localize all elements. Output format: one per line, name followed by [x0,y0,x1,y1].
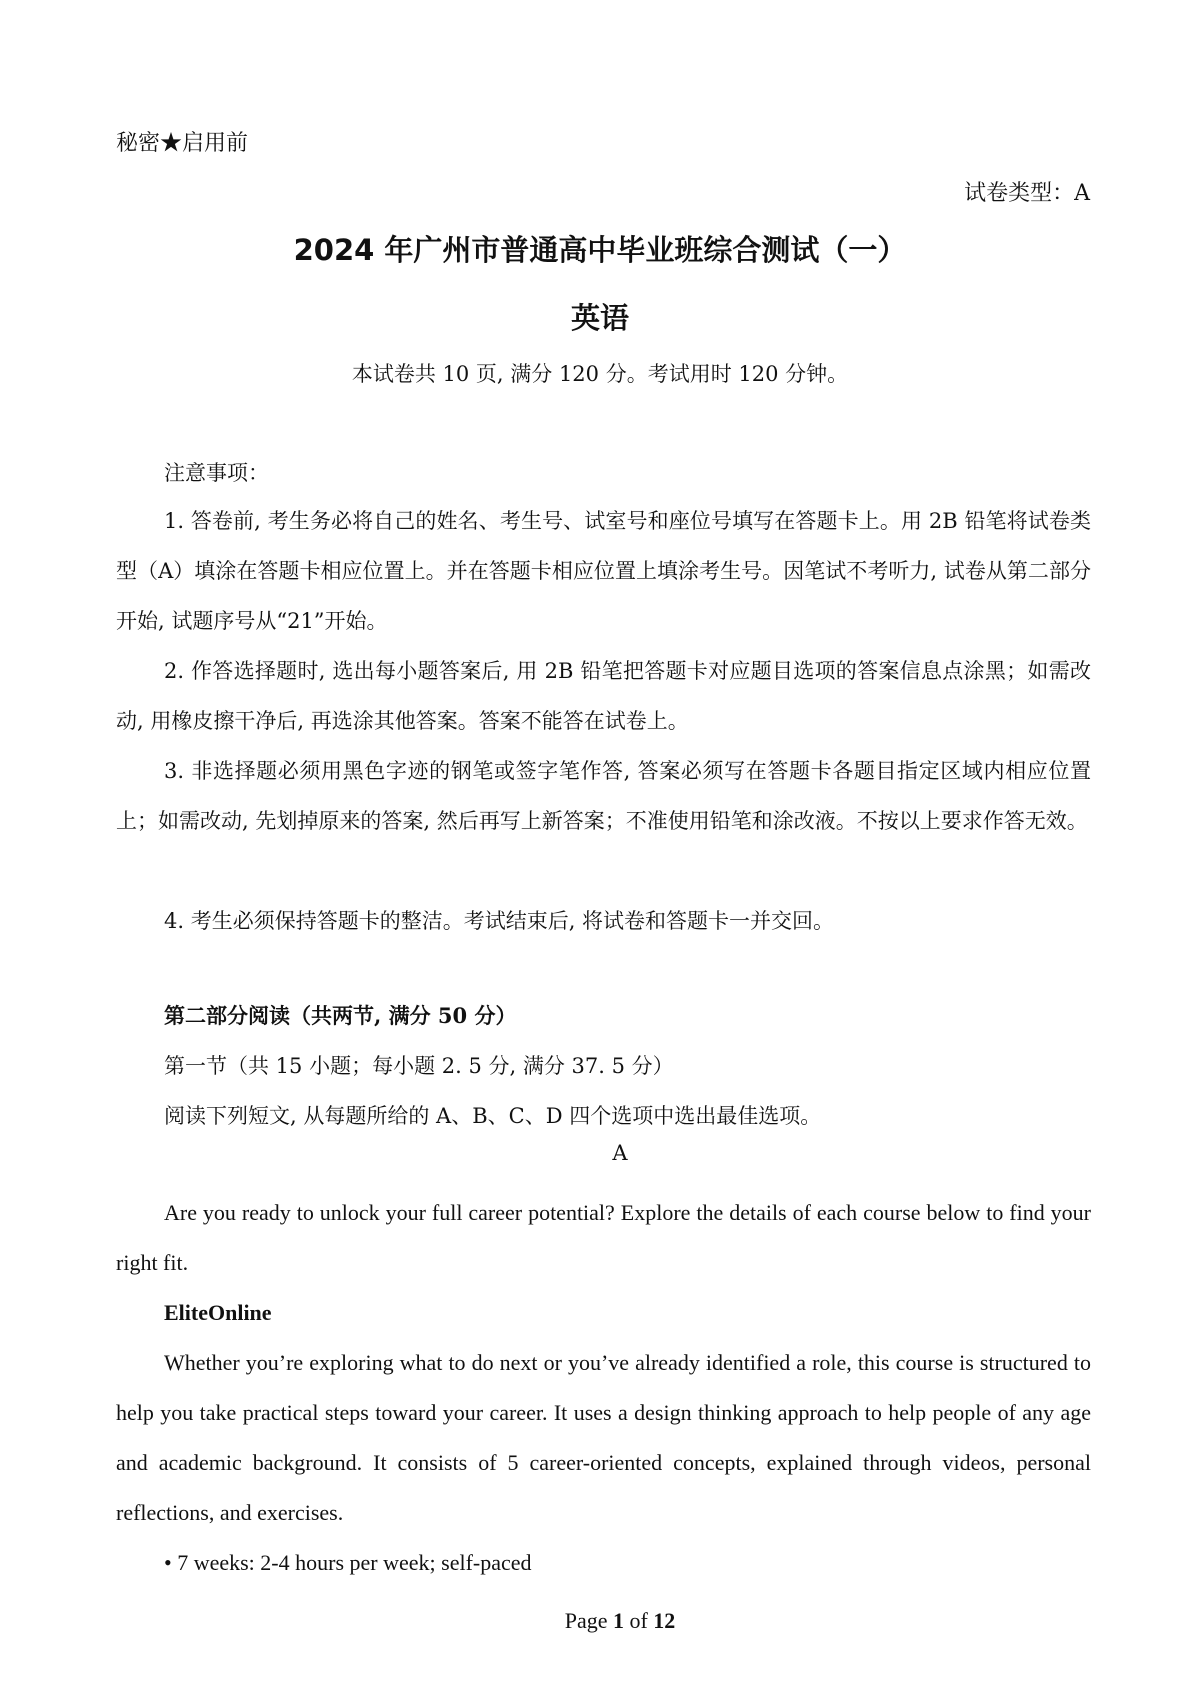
subject-title: 英语 [570,301,629,335]
reading-instruction: 阅读下列短文, 从每题所给的 A、B、C、D 四个选项中选出最佳选项。 [164,1104,822,1128]
passage-letter: A [612,1141,628,1165]
page-total: 12 [653,1608,676,1633]
page-footer [0,1608,1200,1634]
notice-heading: 注意事项： [164,461,269,485]
course-description: Whether you’re exploring what to do next or you’ve already identified a role, this course is structured to help you take practical steps toward your career. It uses a design thinking approach to help people of any age and academic background. It consists of 5 career-oriented concepts, explained through videos, personal reflections, and exercises. [116,1350,1091,1525]
section-heading: 第一节（共 15 小题；每小题 2. 5 分, 满分 37. 5 分） [164,1054,674,1078]
paper-type-label: 试卷类型：A [964,181,1090,206]
notice-item-3: 3. 非选择题必须用黑色字迹的钢笔或签字笔作答, 答案必须写在答题卡各题目指定区域内相应位置上；如需改动, 先划掉原来的答案, 然后再写上新答案；不准使用铅笔和涂改液。不按以上要求作答无效。 [116,759,1091,833]
passage-intro: Are you ready to unlock your full career potential? Explore the details of each course below to find your right fit. [116,1200,1091,1275]
notice-item-4: 4. 考生必须保持答题卡的整洁。考试结束后, 将试卷和答题卡一并交回。 [164,909,835,933]
notice-item-1: 1. 答卷前, 考生务必将自己的姓名、考生号、试室号和座位号填写在答题卡上。用 2B 铅笔将试卷类型（A）填涂在答题卡相应位置上。并在答题卡相应位置上填涂考生号。因笔试不考听力, 试卷从第二部分开始, 试题序号从“21”开始。 [116,509,1091,633]
page-current: 1 [612,1608,624,1633]
course-bullet: • 7 weeks: 2-4 hours per week; self-paced [164,1550,532,1575]
course-name: EliteOnline [164,1300,272,1325]
notice-item-2: 2. 作答选择题时, 选出每小题答案后, 用 2B 铅笔把答题卡对应题目选项的答案信息点涂黑；如需改动, 用橡皮擦干净后, 再选涂其他答案。答案不能答在试卷上。 [116,659,1091,733]
exam-title: 2024 年广州市普通高中毕业班综合测试（一） [293,233,907,267]
page-prefix: Page [564,1608,613,1633]
secret-label: 秘密★启用前 [116,131,249,156]
page-of: of [623,1608,654,1633]
exam-info: 本试卷共 10 页, 满分 120 分。考试用时 120 分钟。 [351,362,849,386]
part-heading: 第二部分阅读（共两节, 满分 50 分） [164,1003,517,1028]
